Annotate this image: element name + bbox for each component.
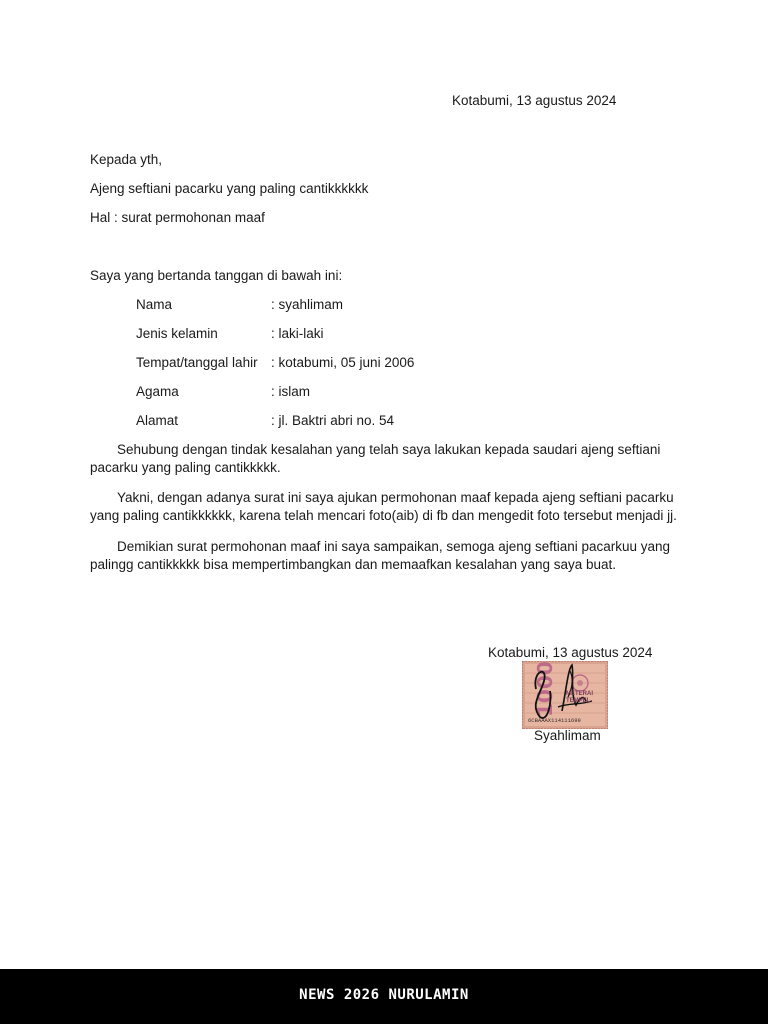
signature-date: Kotabumi, 13 agustus 2024 <box>488 645 653 660</box>
paragraph-3: Demikian surat permohonan maaf ini saya sampaikan, semoga ajeng seftiani pacarkuu yang palingg cantikkkkk bisa mempertimbangkan dan memaafkan kesalahan yang saya buat. <box>90 539 671 572</box>
meterai-stamp <box>522 661 608 729</box>
stamp-label-bottom: TEMPEL <box>566 698 591 704</box>
field-label-alamat: Alamat <box>136 413 179 428</box>
footer-bar <box>0 969 768 1024</box>
recipient-name: Ajeng seftiani pacarku yang paling cantikkkkkk <box>90 181 369 196</box>
intro-line: Saya yang bertanda tanggan di bawah ini: <box>90 268 343 283</box>
field-value-alamat: : jl. Baktri abri no. 54 <box>271 413 395 428</box>
field-value-agama: : islam <box>271 384 311 399</box>
field-value-tempat-tanggal-lahir: : kotabumi, 05 juni 2006 <box>271 355 415 370</box>
field-label-tempat-tanggal-lahir: Tempat/tanggal lahir <box>136 355 258 370</box>
field-label-jenis-kelamin: Jenis kelamin <box>136 326 218 341</box>
signer-name: Syahlimam <box>534 728 601 743</box>
paragraph-2: Yakni, dengan adanya surat ini saya ajukan permohonan maaf kepada ajeng seftiani pacarku yang paling cantikkkkkk, karena telah mencari foto(aib) di fb dan mengedit foto tersebut menjadi jj. <box>90 490 677 523</box>
field-label-nama: Nama <box>136 297 173 312</box>
field-label-agama: Agama <box>136 384 179 399</box>
recipient-greeting: Kepada yth, <box>90 152 163 167</box>
stamp-serial: 6CBAAAX114111699 <box>528 717 581 724</box>
svg-text:10000: 10000 <box>533 661 557 717</box>
paragraph-1: Sehubung dengan tindak kesalahan yang telah saya lakukan kepada saudari ajeng seftiani pacarku yang paling cantikkkkk. <box>90 442 661 475</box>
stamp-label-top: METERAI <box>566 691 593 697</box>
letter-subject: Hal : surat permohonan maaf <box>90 210 265 225</box>
footer-caption: NEWS 2026 NURULAMIN <box>299 987 469 1003</box>
field-value-jenis-kelamin: : laki-laki <box>271 326 324 341</box>
letter-date: Kotabumi, 13 agustus 2024 <box>452 93 617 108</box>
field-value-nama: : syahlimam <box>271 297 344 312</box>
